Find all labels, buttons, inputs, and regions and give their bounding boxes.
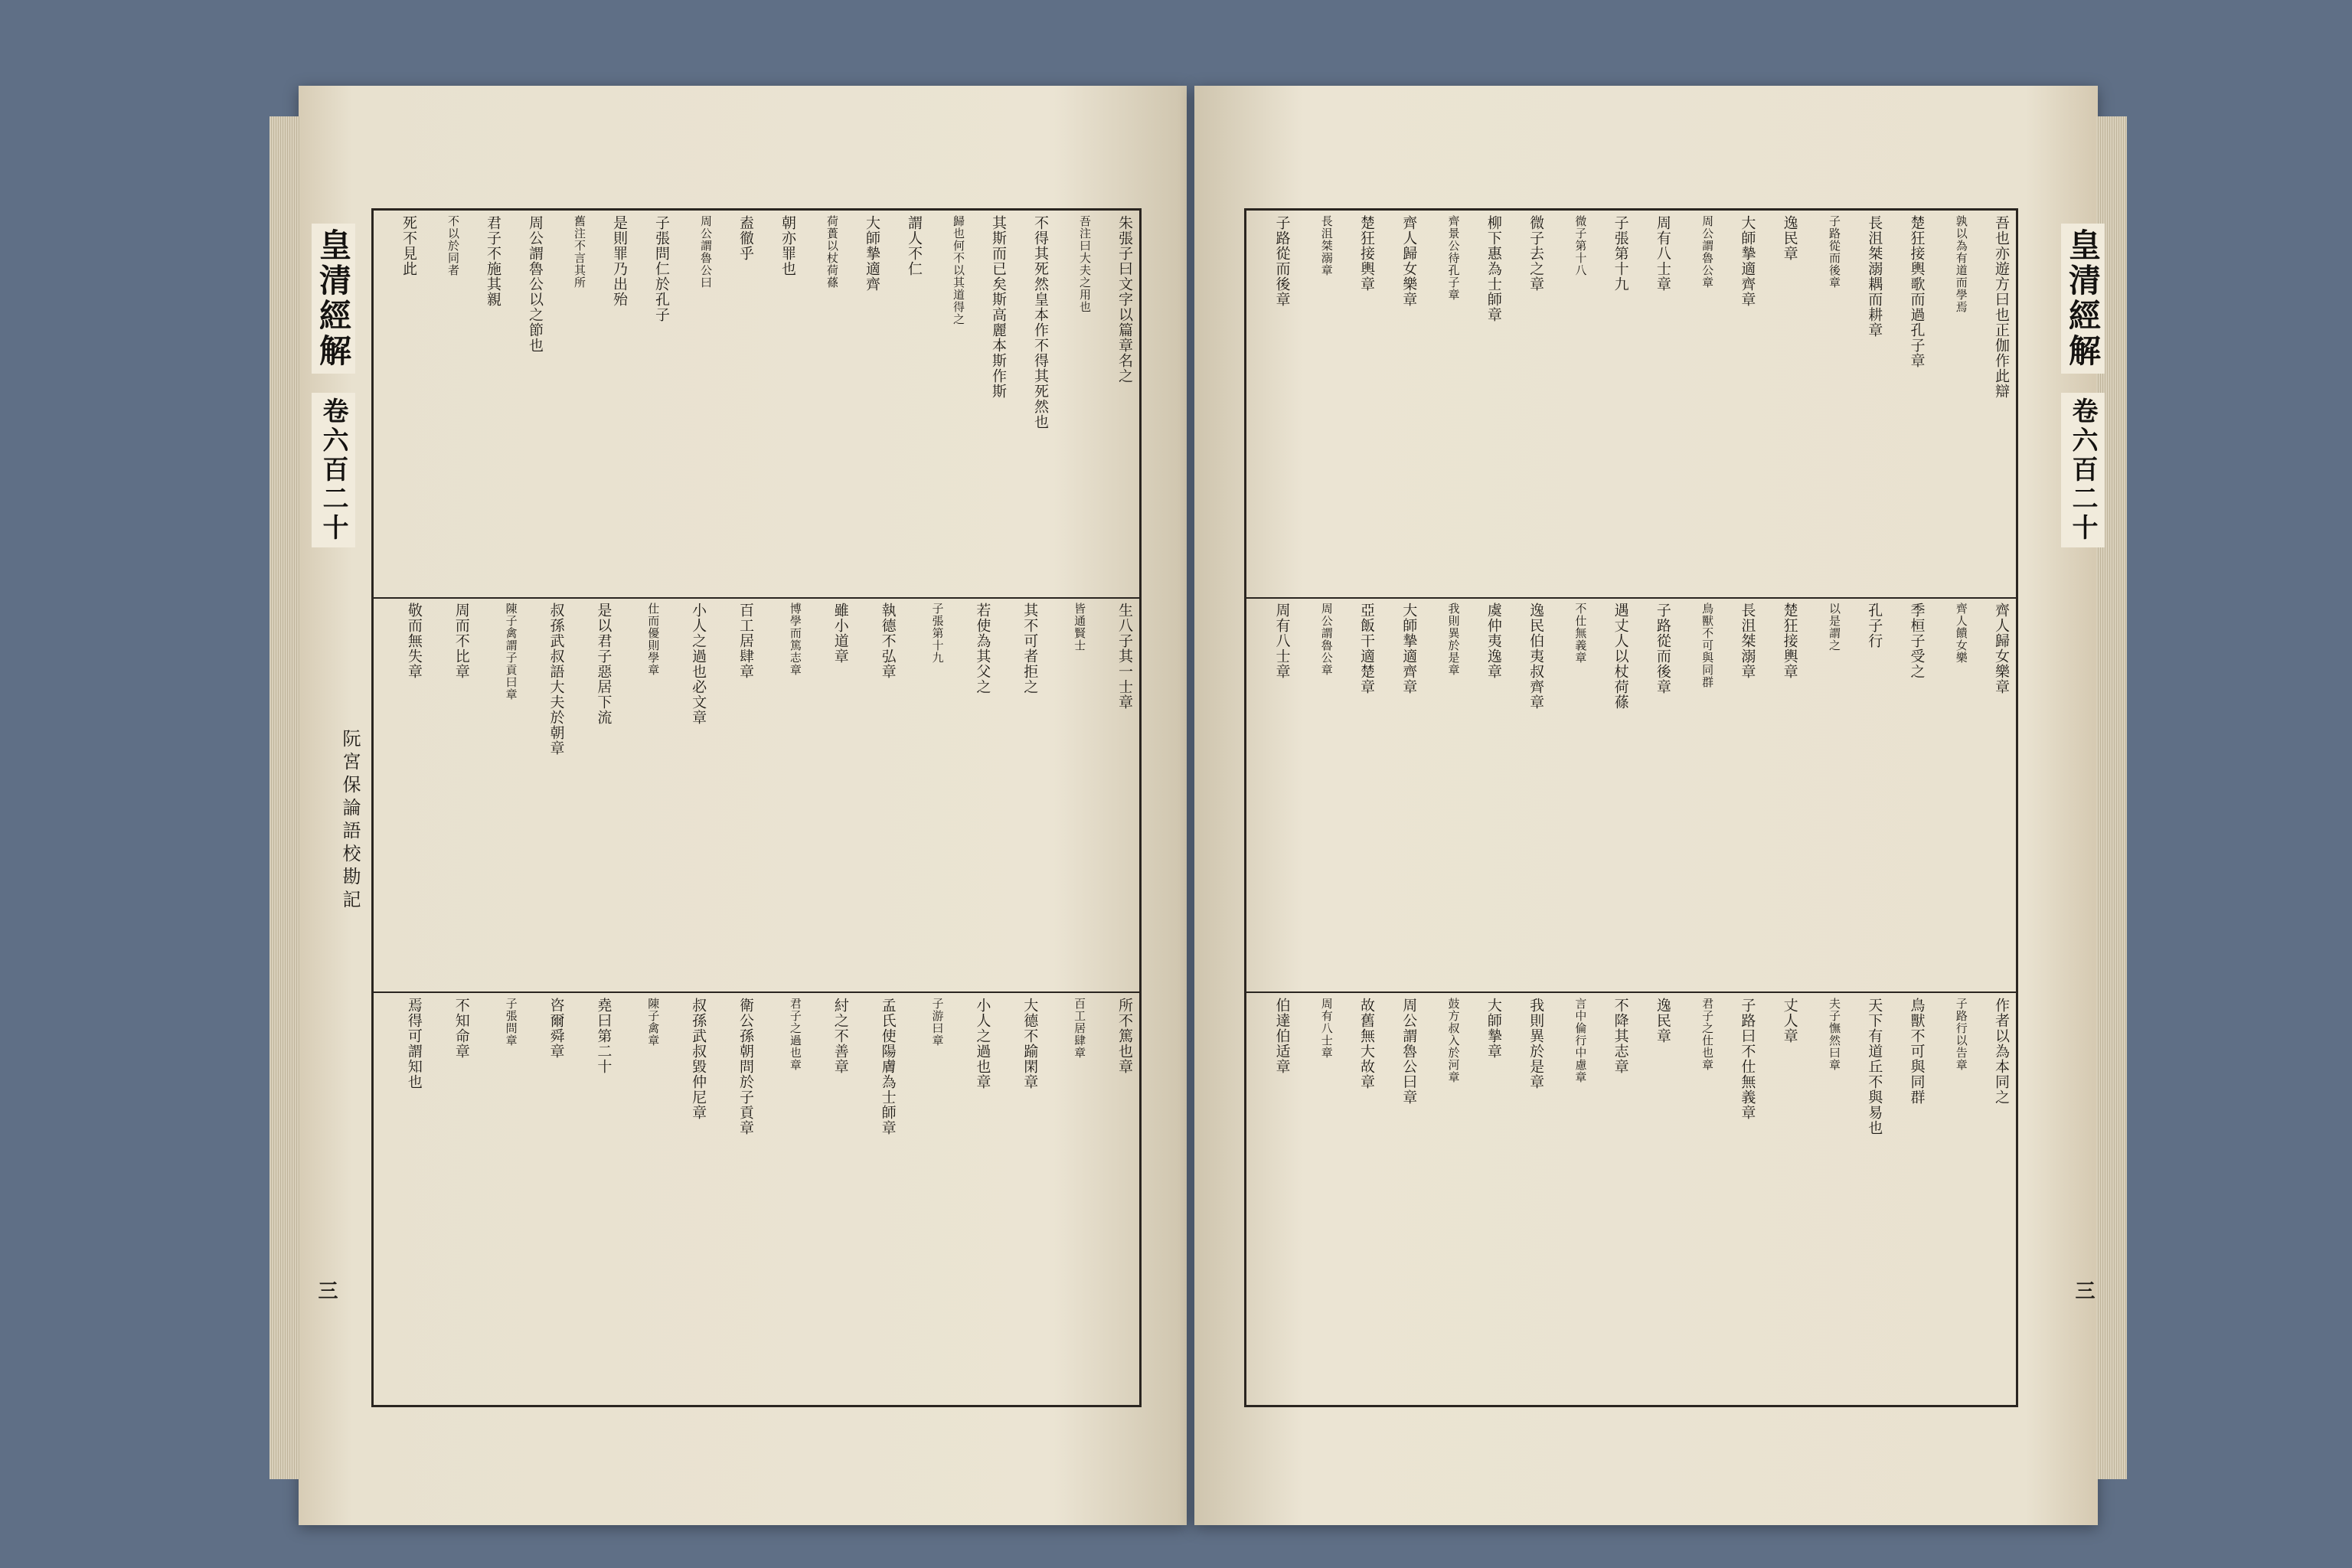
text-column: 周公謂魯公章 [1319, 603, 1334, 676]
text-column: 盍徹乎 [737, 215, 754, 261]
text-column: 不得其死然皇本作不得其死然也 [1032, 215, 1049, 430]
text-column: 所不篤也章 [1116, 998, 1133, 1074]
text-column: 逸民伯夷叔齊章 [1527, 603, 1545, 710]
text-column: 齊人饋女樂 [1954, 603, 1968, 664]
left-margin-title [310, 224, 356, 547]
text-column: 我則異於是章 [1446, 603, 1461, 676]
text-column: 孟氏使陽膚為士師章 [879, 998, 897, 1135]
text-column: 子張問仁於孔子 [653, 215, 670, 322]
right-margin-title [2060, 224, 2105, 547]
text-column: 君子之過也章 [788, 998, 802, 1071]
middle-band-columns [1250, 603, 2011, 985]
running-title: 皇清經解 [2061, 224, 2105, 374]
text-column: 周有八士章 [1319, 998, 1334, 1059]
running-title: 皇清經解 [312, 224, 355, 374]
text-column: 周公謂魯公以之節也 [527, 215, 544, 353]
text-column: 君子不施其親 [485, 215, 501, 307]
text-column: 子路從而後章 [1827, 215, 1841, 289]
text-column: 周有八士章 [1654, 215, 1671, 292]
text-column: 亞飯干適楚章 [1358, 603, 1376, 694]
text-column: 長沮桀溺耦而耕章 [1866, 215, 1883, 338]
text-column: 執德不弘章 [879, 603, 897, 679]
left-page-edges [270, 116, 300, 1479]
text-column: 小人之過也必文章 [690, 603, 707, 725]
text-column: 叔孫武叔語大夫於朝章 [547, 603, 565, 756]
collation-credit: 阮宮保論語校勘記 [339, 729, 361, 913]
text-column: 君子之仕也章 [1700, 998, 1715, 1071]
text-column: 夫子憮然曰章 [1827, 998, 1841, 1071]
text-column: 不降其志章 [1612, 998, 1629, 1074]
text-column: 子張第十九 [930, 603, 945, 664]
text-column: 焉得可謂知也 [405, 998, 423, 1089]
text-column: 周公謂魯公曰 [699, 215, 713, 289]
right-page [1194, 86, 2102, 1525]
text-column: 死不見此 [400, 215, 417, 276]
text-column: 堯曰第二十 [595, 998, 612, 1074]
text-column: 子路從而後章 [1654, 603, 1671, 694]
text-column: 孔子行 [1866, 603, 1883, 648]
text-column: 故舊無大故章 [1358, 998, 1376, 1089]
text-column: 百工居肆章 [737, 603, 754, 679]
text-column: 百工居肆章 [1073, 998, 1087, 1059]
text-column: 子路曰不仕無義章 [1739, 998, 1756, 1120]
page-number: 三 [315, 1280, 338, 1300]
text-column: 大師摯適齊章 [1400, 603, 1418, 694]
band-divider [374, 597, 1139, 599]
text-column: 若使為其父之 [974, 603, 991, 694]
text-column: 謂人不仁 [906, 215, 923, 276]
text-column: 吾注曰大夫之用也 [1078, 215, 1092, 313]
text-column: 大師摯適齊章 [1739, 215, 1756, 307]
band-divider [374, 991, 1139, 993]
text-column: 是則罪乃出殆 [611, 215, 628, 307]
text-column: 言中倫行中慮章 [1573, 998, 1588, 1083]
text-column: 周公謂魯公曰章 [1400, 998, 1418, 1105]
text-column: 不仕無義章 [1573, 603, 1588, 664]
text-column: 楚狂接輿章 [1781, 603, 1798, 679]
text-column: 其不可者拒之 [1021, 603, 1039, 694]
text-column: 仕而優則學章 [646, 603, 661, 676]
text-column: 子張問章 [504, 998, 518, 1047]
text-column: 小人之過也章 [974, 998, 991, 1089]
right-text-frame [1244, 208, 2018, 1407]
left-text-frame [371, 208, 1142, 1407]
text-column: 博學而篤志章 [788, 603, 802, 676]
volume-label: 卷六百二十 [312, 393, 355, 547]
text-column: 子路行以告章 [1954, 998, 1968, 1071]
text-column: 紂之不善章 [831, 998, 849, 1074]
text-column: 吾也亦遊方曰也正伽作此辯 [1993, 215, 2010, 399]
text-column: 鼓方叔入於河章 [1446, 998, 1461, 1083]
text-column: 以是謂之 [1827, 603, 1841, 652]
text-column: 陳子禽謂子貢曰章 [504, 603, 518, 701]
text-column: 鳥獸不可與同群 [1700, 603, 1715, 688]
text-column: 虞仲夷逸章 [1485, 603, 1502, 679]
text-column: 周而不比章 [452, 603, 470, 679]
text-column: 齊人歸女樂章 [1993, 603, 2010, 694]
text-column: 微子去之章 [1527, 215, 1545, 292]
text-column: 是以君子惡居下流 [595, 603, 612, 725]
text-column: 長沮桀溺章 [1739, 603, 1756, 679]
text-column: 逸民章 [1654, 998, 1671, 1044]
text-column: 天下有道丘不與易也 [1866, 998, 1883, 1135]
text-column: 季桓子受之 [1908, 603, 1926, 679]
text-column: 周公謂魯公章 [1700, 215, 1715, 289]
text-column: 咨爾舜章 [547, 998, 565, 1059]
text-column: 齊景公待孔子章 [1446, 215, 1461, 301]
text-column: 我則異於是章 [1527, 998, 1545, 1089]
text-column: 齊人歸女樂章 [1400, 215, 1418, 307]
text-column: 其斯而已矣斯高麗本斯作斯 [990, 215, 1007, 399]
text-column: 歸也何不以其道得之 [952, 215, 965, 325]
text-column: 舊注不言其所 [573, 215, 586, 289]
text-column: 衛公孫朝問於子貢章 [737, 998, 754, 1135]
text-column: 伯達伯适章 [1273, 998, 1291, 1074]
top-band-columns [1250, 215, 2011, 594]
text-column: 生八子其一士章 [1116, 603, 1133, 710]
text-column: 荷蕢以杖荷蓧 [825, 215, 839, 289]
text-column: 柳下惠為士師章 [1485, 215, 1502, 322]
text-column: 大師摯適齊 [864, 215, 880, 292]
text-column: 逸民章 [1781, 215, 1798, 261]
text-column: 大德不踰閑章 [1021, 998, 1039, 1089]
text-column: 鳥獸不可與同群 [1908, 998, 1926, 1105]
band-divider [1246, 597, 2016, 599]
text-column: 朱張子曰文字以篇章名之 [1116, 215, 1133, 384]
bottom-band-columns [377, 998, 1135, 1400]
text-column: 大師摯章 [1485, 998, 1502, 1059]
band-divider [1246, 991, 2016, 993]
text-column: 孰以為有道而學焉 [1954, 215, 1968, 313]
text-column: 朝亦罪也 [779, 215, 796, 276]
open-book [299, 86, 2102, 1525]
top-band-columns [377, 215, 1135, 594]
text-column: 楚狂接輿章 [1358, 215, 1376, 292]
left-page [299, 86, 1187, 1525]
text-column: 不以於同者 [446, 215, 460, 276]
text-column: 遇丈人以杖荷蓧 [1612, 603, 1629, 710]
text-column: 子張第十九 [1612, 215, 1629, 292]
page-number: 三 [2072, 1280, 2095, 1300]
text-column: 子游曰章 [930, 998, 945, 1047]
text-column: 陳子禽章 [646, 998, 661, 1047]
text-column: 丈人章 [1781, 998, 1798, 1044]
text-column: 作者以為本同之 [1993, 998, 2010, 1105]
text-column: 子路從而後章 [1273, 215, 1291, 307]
text-column: 雖小道章 [831, 603, 849, 664]
text-column: 長沮桀溺章 [1319, 215, 1334, 276]
volume-label: 卷六百二十 [2061, 393, 2105, 547]
text-column: 叔孫武叔毀仲尼章 [690, 998, 707, 1120]
middle-band-columns [377, 603, 1135, 985]
text-column: 周有八士章 [1273, 603, 1291, 679]
text-column: 楚狂接輿歌而過孔子章 [1908, 215, 1926, 368]
bottom-band-columns [1250, 998, 2011, 1400]
text-column: 不知命章 [452, 998, 470, 1059]
text-column: 微子第十八 [1573, 215, 1588, 276]
text-column: 敬而無失章 [405, 603, 423, 679]
text-column: 皆通賢士 [1073, 603, 1087, 652]
